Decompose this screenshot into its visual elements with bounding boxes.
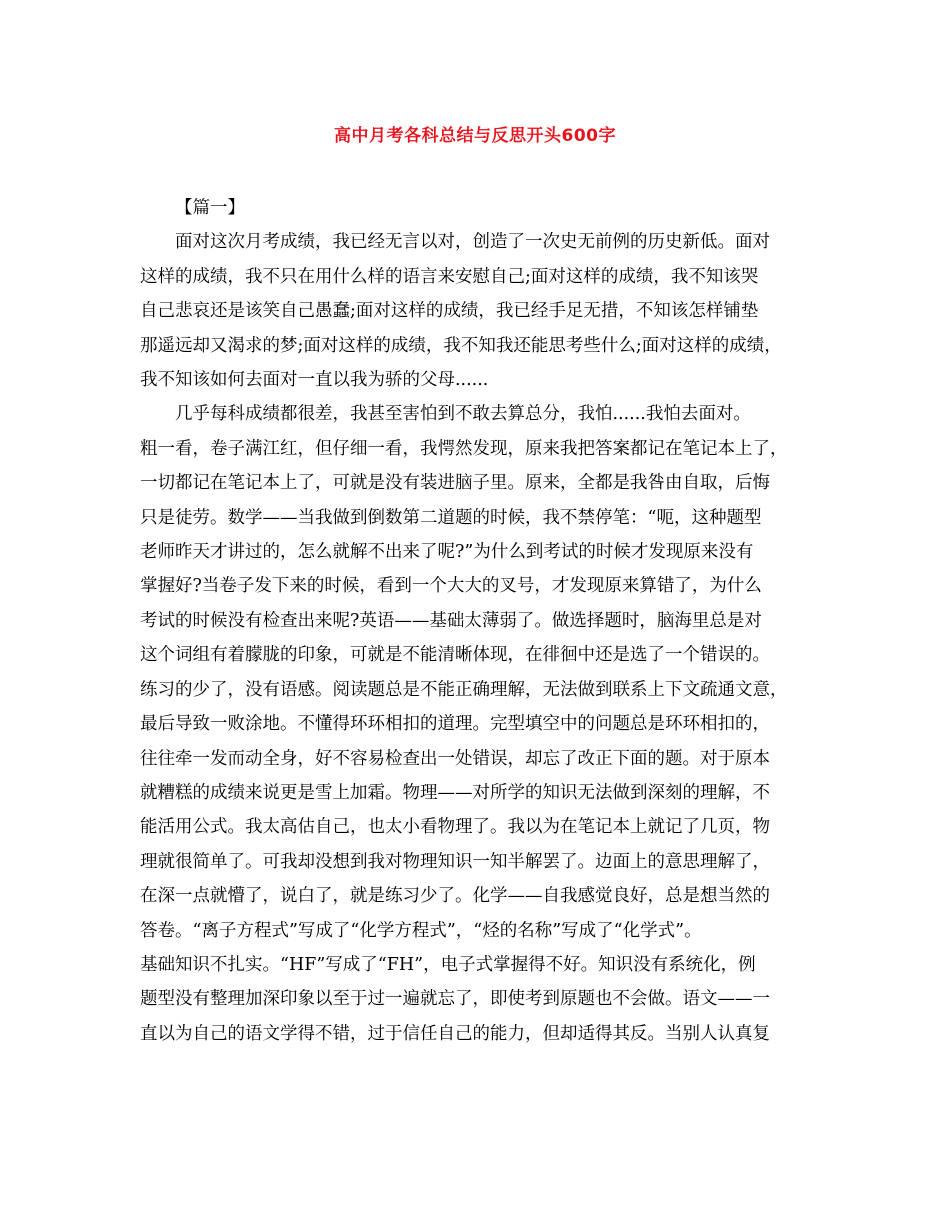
text-line: 答卷。“离子方程式”写成了“化学方程式”，“烃的名称”写成了“化学式”。 bbox=[140, 920, 702, 941]
text-line: 考试的时候没有检查出来呢?英语——基础太薄弱了。做选择题时，脑海里总是对 bbox=[140, 610, 762, 631]
text-line: 理就很简单了。可我却没想到我对物理知识一知半解罢了。边面上的意思理解了， bbox=[140, 851, 770, 872]
document-title: 高中月考各科总结与反思开头600字 bbox=[334, 126, 616, 146]
text-line: 往往牵一发而动全身，好不容易检查出一处错误，却忘了改正下面的题。对于原本 bbox=[140, 748, 770, 769]
text-line: 基础知识不扎实。“HF”写成了“FH”，电子式掌握得不好。知识没有系统化，例 bbox=[140, 954, 756, 975]
text-line: 只是徒劳。数学——当我做到倒数第二道题的时候，我不禁停笔：“呃，这种题型 bbox=[140, 507, 762, 528]
text-line: 练习的少了，没有语感。阅读题总是不能正确理解，无法做到联系上下文疏通文意， bbox=[140, 679, 788, 700]
text-line: 直以为自己的语文学得不错，过于信任自己的能力，但却适得其反。当别人认真复 bbox=[140, 1023, 770, 1044]
document-body bbox=[140, 191, 825, 1051]
paragraph-2 bbox=[140, 397, 825, 1051]
text-line: 这个词组有着朦胧的印象，可就是不能清晰体现，在徘徊中还是选了一个错误的。 bbox=[140, 645, 770, 666]
text-line: 一切都记在笔记本上了，可就是没有装进脑子里。原来，全都是我咎由自取，后悔 bbox=[140, 473, 770, 494]
text-line: 能活用公式。我太高估自己，也太小看物理了。我以为在笔记本上就记了几页，物 bbox=[140, 817, 770, 838]
text-line: 自己悲哀还是该笑自己愚蠢;面对这样的成绩，我已经手足无措，不知该怎样铺垫 bbox=[140, 301, 759, 322]
section-heading: 【篇一】 bbox=[175, 198, 245, 218]
paragraph-1 bbox=[140, 225, 825, 397]
text-line: 在深一点就懵了，说白了，就是练习少了。化学——自我感觉良好，总是想当然的 bbox=[140, 886, 770, 907]
text-line: 掌握好?当卷子发下来的时候，看到一个大大的叉号，才发现原来算错了，为什么 bbox=[140, 576, 762, 597]
text-line: 题型没有整理加深印象以至于过一遍就忘了，即使考到原题也不会做。语文——一 bbox=[140, 989, 770, 1010]
text-line: 粗一看，卷子满江红，但仔细一看，我愕然发现，原来我把答案都记在笔记本上了， bbox=[140, 438, 788, 459]
text-line: 就糟糕的成绩来说更是雪上加霜。物理——对所学的知识无法做到深刻的理解，不 bbox=[140, 782, 770, 803]
text-line: 几乎每科成绩都很差，我甚至害怕到不敢去算总分，我怕......我怕去面对。 bbox=[175, 404, 751, 425]
text-line: 老师昨天才讲过的，怎么就解不出来了呢?”为什么到考试的时候才发现原来没有 bbox=[140, 542, 754, 563]
text-line: 我不知该如何去面对一直以我为骄的父母...... bbox=[140, 370, 489, 391]
text-line: 最后导致一败涂地。不懂得环环相扣的道理。完型填空中的问题总是环环相扣的， bbox=[140, 714, 770, 735]
text-line: 这样的成绩，我不只在用什么样的语言来安慰自己;面对这样的成绩，我不知该哭 bbox=[140, 266, 759, 287]
text-line: 面对这次月考成绩，我已经无言以对，创造了一次史无前例的历史新低。面对 bbox=[175, 232, 770, 253]
text-line: 那遥远却又渴求的梦;面对这样的成绩，我不知我还能思考些什么;面对这样的成绩， bbox=[140, 335, 782, 356]
